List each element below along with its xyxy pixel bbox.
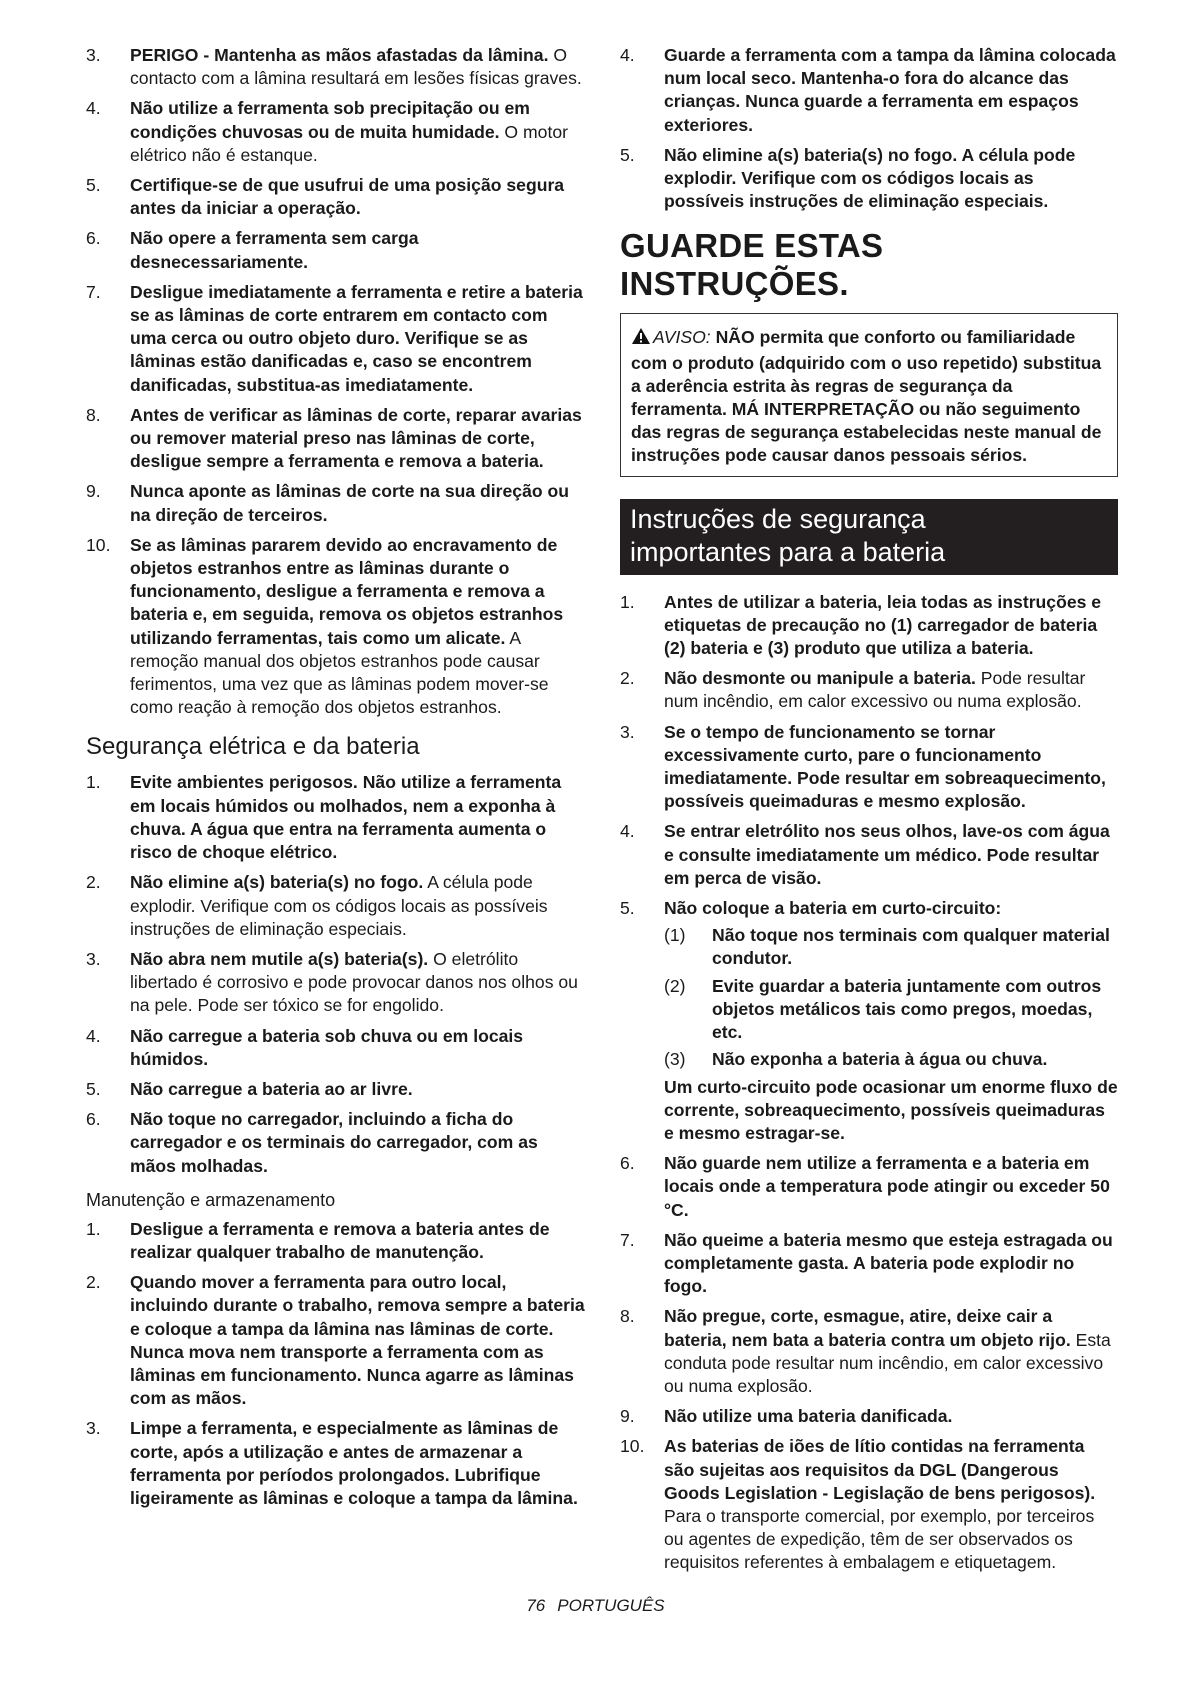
list-item bbox=[620, 1305, 1118, 1398]
sub-item-number: (1) bbox=[664, 925, 686, 946]
left-list-maintenance bbox=[86, 1218, 586, 1510]
item-bold-text: Se o tempo de funcionamento se tornar excessivamente curto, pare o funcionamento imediatamente. Pode resultar em sobreaquecimento, possíveis queimaduras e mesmo explosão. bbox=[664, 721, 1106, 812]
item-normal-text: O eletrólito libertado é corrosivo e pode provocar danos nos olhos ou na pele. Pode ser tóxico se for engolido. bbox=[130, 948, 578, 1016]
list-item bbox=[620, 1152, 1118, 1222]
item-number: 5. bbox=[620, 144, 635, 165]
item-bold-text: Não elimine a(s) bateria(s) no fogo. A célula pode explodir. Verifique com os códigos locais as possíveis instruções de eliminação especiais. bbox=[664, 144, 1076, 212]
battery-safety-banner bbox=[620, 499, 1118, 575]
list-item bbox=[86, 1108, 586, 1178]
item-number: 3. bbox=[86, 948, 101, 969]
item-bold-text: Não utilize a ferramenta sob precipitação ou em condições chuvosas ou de muita humidade. bbox=[130, 98, 530, 142]
sub-item-text: Evite guardar a bateria juntamente com outros objetos metálicos tais como pregos, moedas, etc. bbox=[712, 975, 1102, 1043]
item-bold-text: Não toque no carregador, incluindo a ficha do carregador e os terminais do carregador, com as mãos molhadas. bbox=[130, 1109, 538, 1176]
list-item bbox=[86, 480, 586, 526]
item-bold-text: Evite ambientes perigosos. Não utilize a ferramenta em locais húmidos ou molhados, nem a exponha à chuva. A água que entra na ferramenta aumenta o risco de choque elétrico. bbox=[130, 772, 562, 863]
item-bold-text: Nunca aponte as lâminas de corte na sua direção ou na direção de terceiros. bbox=[130, 481, 570, 525]
item-number: 5. bbox=[86, 175, 101, 196]
list-item bbox=[86, 871, 586, 941]
item-number: 3. bbox=[620, 721, 635, 742]
item-bold-text: Desligue imediatamente a ferramenta e retire a bateria se as lâminas de corte entrarem em contacto com uma cerca ou outro objeto duro. Verifique se as lâminas estão danificadas e, caso se encontrem danificadas, substitua-as imediatamente. bbox=[130, 281, 583, 395]
right-list-battery-b bbox=[620, 1152, 1118, 1574]
item-number: 8. bbox=[86, 404, 101, 425]
banner-line-1: Instruções de segurança bbox=[630, 503, 926, 534]
sub-item-number: (3) bbox=[664, 1049, 686, 1070]
sub-item-text: Não toque nos terminais com qualquer material condutor. bbox=[712, 925, 1110, 969]
item-normal-text: A remoção manual dos objetos estranhos pode causar ferimentos, uma vez que as lâminas podem mover-se como reação à remoção dos objetos estranhos. bbox=[130, 627, 549, 718]
right-column bbox=[620, 44, 1118, 1582]
item-number: 3. bbox=[86, 45, 101, 65]
save-instructions-title: GUARDE ESTAS INSTRUÇÕES. bbox=[620, 227, 884, 303]
item-number: 10. bbox=[620, 1436, 645, 1457]
item-bold-text: Não coloque a bateria em curto-circuito: bbox=[664, 898, 1002, 919]
sub-list-item bbox=[664, 924, 1118, 970]
right-list-battery-item5 bbox=[620, 897, 1118, 1145]
list-item bbox=[86, 1417, 586, 1510]
list-item bbox=[620, 44, 1118, 137]
list-item bbox=[86, 281, 586, 397]
sub-list-item bbox=[664, 975, 1118, 1045]
item-bold-text: As baterias de iões de lítio contidas na ferramenta são sujeitas aos requisitos da DGL (Dangerous Goods Legislation - Legislação de bens perigosos). bbox=[664, 1436, 1096, 1503]
item-number: 1. bbox=[620, 591, 635, 612]
list-item bbox=[86, 44, 586, 90]
item-bold-text: Se as lâminas pararem devido ao encravamento de objetos estranhos entre as lâminas durante o funcionamento, desligue a ferramenta e remova a bateria e, em seguida, remova os objetos estranhos utilizando ferramentas, tais como um alicate. bbox=[130, 534, 564, 648]
banner-line-2: importantes para a bateria bbox=[630, 536, 946, 567]
item-bold-text: Não carregue a bateria sob chuva ou em locais húmidos. bbox=[130, 1025, 524, 1069]
item-number: 10. bbox=[86, 534, 111, 555]
item-number: 7. bbox=[620, 1229, 635, 1250]
warning-triangle-icon bbox=[631, 327, 651, 351]
item-tail-text: Um curto-circuito pode ocasionar um enorme fluxo de corrente, sobreaquecimento, possíveis queimaduras e mesmo estragar-se. bbox=[664, 1076, 1118, 1143]
item-number: 1. bbox=[86, 772, 101, 793]
item-bold-text: Antes de utilizar a bateria, leia todas as instruções e etiquetas de precaução no (1) carregador de bateria (2) bateria e (3) produto que utiliza a bateria. bbox=[664, 591, 1102, 659]
item-number: 4. bbox=[620, 45, 635, 65]
list-item bbox=[620, 144, 1118, 214]
page-number: 76 bbox=[526, 1596, 546, 1615]
list-item bbox=[86, 1078, 586, 1101]
list-item bbox=[86, 1271, 586, 1410]
list-item bbox=[86, 771, 586, 864]
item-number: 9. bbox=[620, 1406, 635, 1427]
list-item bbox=[620, 1405, 1118, 1428]
item-bold-text: PERIGO - Mantenha as mãos afastadas da lâmina. bbox=[130, 45, 549, 65]
item-bold-text: Não pregue, corte, esmague, atire, deixe cair a bateria, nem bata a bateria contra um objeto rijo. bbox=[664, 1306, 1071, 1350]
item-number: 4. bbox=[620, 821, 635, 842]
item-bold-text: Não opere a ferramenta sem carga desnecessariamente. bbox=[130, 228, 419, 272]
item-bold-text: Não abra nem mutile a(s) bateria(s). bbox=[130, 948, 429, 969]
left-list-safety bbox=[86, 44, 586, 719]
item-bold-text: Guarde a ferramenta com a tampa da lâmina colocada num local seco. Mantenha-o fora do alcance das crianças. Nunca guarde a ferramenta em espaços exteriores. bbox=[664, 45, 1116, 135]
item-number: 3. bbox=[86, 1418, 101, 1439]
section-title-electrical: Segurança elétrica e da bateria bbox=[86, 733, 420, 761]
list-item bbox=[620, 820, 1118, 890]
item-bold-text: Não guarde nem utilize a ferramenta e a bateria em locais onde a temperatura pode atingir ou exceder 50 °C. bbox=[664, 1153, 1110, 1220]
list-item bbox=[620, 1229, 1118, 1299]
item-number: 6. bbox=[86, 1109, 101, 1130]
item-normal-text: Pode resultar num incêndio, em calor excessivo ou numa explosão. bbox=[664, 668, 1086, 712]
item-number: 6. bbox=[620, 1153, 635, 1174]
warning-text: NÃO permita que conforto ou familiaridade com o produto (adquirido com o uso repetido) substitua a aderência estrita às regras de segurança da ferramenta. MÁ INTERPRETAÇÃO ou não seguimento das regras de segurança estabelecidas neste manual de instruções pode causar danos pessoais sérios. bbox=[631, 327, 1102, 466]
warning-label: AVISO: bbox=[653, 327, 711, 348]
list-item bbox=[620, 721, 1118, 814]
list-item bbox=[620, 667, 1118, 713]
item-number: 4. bbox=[86, 98, 101, 119]
item-number: 1. bbox=[86, 1218, 101, 1239]
sub-list-short-circuit bbox=[664, 924, 1118, 1071]
left-column bbox=[86, 44, 586, 1517]
item-number: 9. bbox=[86, 481, 101, 502]
item-bold-text: Desligue a ferramenta e remova a bateria antes de realizar qualquer trabalho de manutenção. bbox=[130, 1218, 550, 1262]
item-extra-text: Para o transporte comercial, por exemplo, por terceiros ou agentes de expedição, têm de ser observados os requisitos referentes à embalagem e etiquetagem. bbox=[664, 1505, 1095, 1573]
item-bold-text: Certifique-se de que usufrui de uma posição segura antes da iniciar a operação. bbox=[130, 175, 565, 219]
list-item bbox=[86, 948, 586, 1018]
item-number: 2. bbox=[86, 1272, 101, 1293]
item-number: 5. bbox=[620, 898, 635, 919]
item-bold-text: Não carregue a bateria ao ar livre. bbox=[130, 1078, 413, 1099]
page-footer bbox=[0, 1596, 1191, 1616]
item-number: 2. bbox=[86, 872, 101, 893]
item-number: 7. bbox=[86, 281, 101, 302]
item-bold-text: Se entrar eletrólito nos seus olhos, lave-os com água e consulte imediatamente um médico. Pode resultar em perca de visão. bbox=[664, 821, 1110, 888]
list-item bbox=[620, 591, 1118, 661]
list-item bbox=[86, 97, 586, 167]
sub-item-text: Não exponha a bateria à água ou chuva. bbox=[712, 1049, 1048, 1070]
list-item bbox=[620, 1435, 1118, 1574]
sub-list-item bbox=[664, 1048, 1118, 1071]
item-bold-text: Quando mover a ferramenta para outro local, incluindo durante o trabalho, remova sempre a bateria e coloque a tampa da lâmina nas lâminas de corte. Nunca mova nem transporte a ferramenta com as lâminas em funcionamento. Nunca agarre as lâminas com as mãos. bbox=[130, 1272, 585, 1409]
item-bold-text: Antes de verificar as lâminas de corte, reparar avarias ou remover material preso nas lâminas de corte, desligue sempre a ferramenta e remova a bateria. bbox=[130, 404, 582, 472]
list-item bbox=[620, 897, 1118, 1145]
item-normal-text: Esta conduta pode resultar num incêndio, em calor excessivo ou numa explosão. bbox=[664, 1329, 1111, 1396]
item-number: 4. bbox=[86, 1025, 101, 1046]
item-bold-text: Não desmonte ou manipule a bateria. bbox=[664, 668, 976, 689]
warning-box bbox=[620, 313, 1118, 476]
sub-item-number: (2) bbox=[664, 975, 686, 996]
item-bold-text: Não elimine a(s) bateria(s) no fogo. bbox=[130, 872, 424, 893]
item-number: 5. bbox=[86, 1078, 101, 1099]
subhead-maintenance: Manutenção e armazenamento bbox=[86, 1189, 336, 1210]
list-item bbox=[86, 227, 586, 273]
item-number: 2. bbox=[620, 668, 635, 689]
item-normal-text: O contacto com a lâmina resultará em lesões físicas graves. bbox=[130, 45, 582, 89]
footer-language: PORTUGUÊS bbox=[557, 1596, 665, 1615]
list-item bbox=[86, 534, 586, 720]
item-bold-text: Não utilize uma bateria danificada. bbox=[664, 1406, 953, 1427]
item-bold-text: Não queime a bateria mesmo que esteja estragada ou completamente gasta. A bateria pode explodir no fogo. bbox=[664, 1229, 1113, 1297]
item-normal-text: O motor elétrico não é estanque. bbox=[130, 121, 568, 165]
list-item bbox=[86, 1218, 586, 1264]
left-list-electrical bbox=[86, 771, 586, 1177]
list-item bbox=[86, 1025, 586, 1071]
item-bold-text: Limpe a ferramenta, e especialmente as lâminas de corte, após a utilização e antes de armazenar a ferramenta por períodos prolongados. Lubrifique ligeiramente as lâminas e coloque a tampa da lâmina. bbox=[130, 1418, 578, 1508]
item-normal-text: A célula pode explodir. Verifique com os códigos locais as possíveis instruções de eliminação especiais. bbox=[130, 872, 548, 939]
item-number: 8. bbox=[620, 1306, 635, 1327]
item-number: 6. bbox=[86, 228, 101, 249]
right-list-battery-a bbox=[620, 591, 1118, 890]
list-item bbox=[86, 404, 586, 474]
list-item bbox=[86, 174, 586, 220]
right-list-storage bbox=[620, 44, 1118, 213]
